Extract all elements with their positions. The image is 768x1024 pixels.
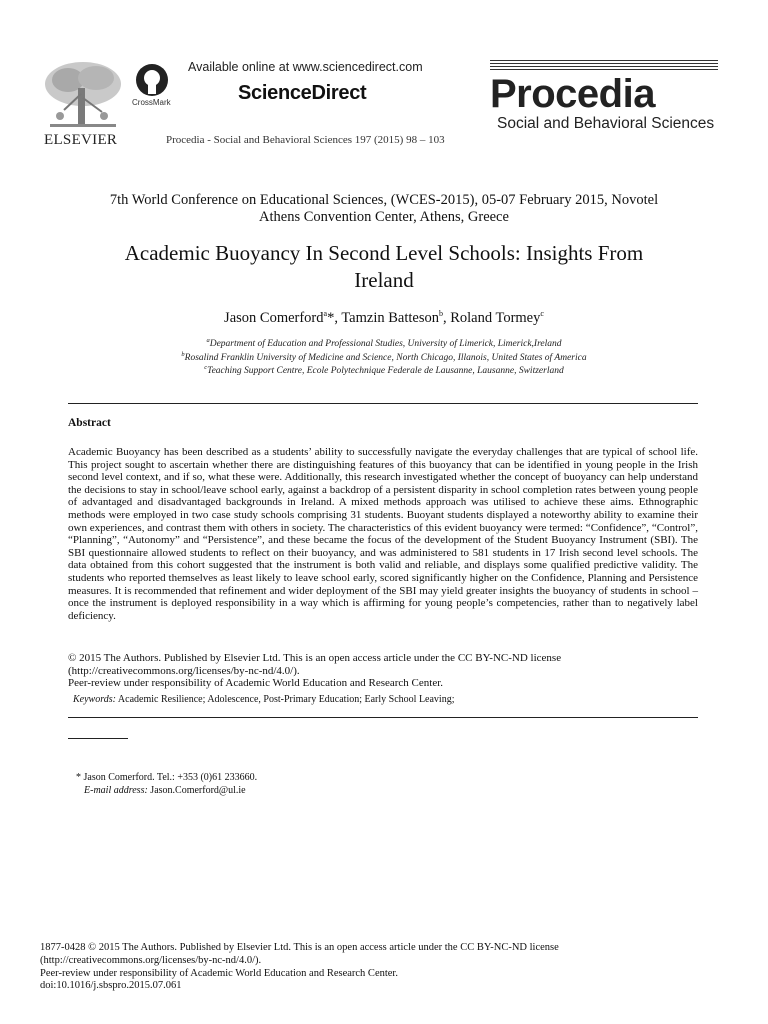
- keywords-label: Keywords:: [73, 694, 116, 705]
- journal-citation: Procedia - Social and Behavioral Sciences 197 (2015) 98 – 103: [166, 134, 445, 146]
- author-name: Tamzin Batteson: [341, 309, 439, 326]
- license-statement: [68, 652, 698, 690]
- peer-review-line: Peer-review under responsibility of Academic World Education and Research Center.: [68, 677, 444, 690]
- publisher-name: ELSEVIER: [44, 132, 118, 148]
- author-sup: c: [540, 309, 544, 318]
- conference-info: [60, 192, 708, 226]
- email-address[interactable]: Jason.Comerford@ul.ie: [150, 785, 246, 796]
- conference-line-2: Athens Convention Center, Athens, Greece: [259, 209, 509, 225]
- affiliation: [100, 351, 668, 363]
- abstract-heading: Abstract: [68, 417, 111, 429]
- section-divider: [68, 403, 698, 404]
- title-line-1: Academic Buoyancy In Second Level Schools: Insights From: [124, 241, 644, 265]
- footnote-contact: * Jason Comerford. Tel.: +353 (0)61 233660.: [76, 772, 258, 783]
- affiliation-text: Department of Education and Professional Studies, University of Limerick, Limerick,Ireland: [209, 339, 562, 350]
- keywords: [73, 694, 455, 705]
- email-label: E-mail address:: [84, 785, 148, 796]
- affiliation-sup: c: [204, 364, 208, 371]
- conference-line-1: 7th World Conference on Educational Sciences, (WCES-2015), 05-07 February 2015, Novotel: [109, 192, 659, 208]
- paper-title: [80, 240, 688, 294]
- title-line-2: Ireland: [354, 268, 414, 292]
- footnote-email-line: [76, 784, 257, 797]
- doi[interactable]: doi:10.1016/j.sbspro.2015.07.061: [40, 980, 182, 992]
- issn-license-line: 1877-0428 © 2015 The Authors. Published by Elsevier Ltd. This is an open access article under the CC BY-NC-ND license: [40, 942, 559, 953]
- crossmark-label: CrossMark: [132, 98, 171, 107]
- procedia-subtitle: Social and Behavioral Sciences: [497, 115, 715, 132]
- author-name: Roland Tormey: [450, 309, 541, 326]
- author-separator: *,: [327, 309, 342, 326]
- author-sup: b: [438, 309, 443, 318]
- license-line: © 2015 The Authors. Published by Elsevier Ltd. This is an open access article under the CC BY-NC-ND license: [68, 652, 562, 664]
- footnote-divider: [68, 738, 128, 739]
- affiliation-text: Teaching Support Centre, Ecole Polytechnique Federale de Lausanne, Lausanne, Switzerland: [207, 366, 564, 377]
- author-sup: a: [323, 309, 328, 318]
- affiliation: [100, 364, 668, 376]
- bottom-copyright: [40, 942, 740, 993]
- affiliation-sup: a: [206, 337, 210, 344]
- abstract-body: Academic Buoyancy has been described as a students’ ability to successfully navigate the everyday challenges that are typical of school life. This project sought to ascertain whether there are distinguishing features of this buoyancy that can be identified in young people in the Irish second level context, and if so, what these were. Additionally, this research investigated whether the concept of buoyancy can help understand the decisions to stay in school/leave school early, against a backdrop of a persistent disparity in school completion rates between young people of advantaged and disadvantaged backgrounds in Ireland. A mixed methods approach was utilised to achieve these aims. Ethnographic methods were employed in two case study schools comprising 31 students. Buoyant students displayed a noteworthy ability to examine their own experiences, and contrast them with others in society. The characteristics of this evident buoyancy were termed: “Confidence”, “Control”, “Planning”, “Autonomy” and “Persistence”, and these became the focus of the development of the Student Buoyancy Instrument (SBI). The SBI questionnaire allowed students to reflect on their buoyancy, and was administered to 581 students in 17 Irish second level schools. The data obtained from this cohort suggested that the instrument is both valid and reliable, and displays some qualified predictive validity. The students who reported themselves as least likely to leave school early, scored significantly higher on the Confidence, Planning and Persistence measures. It is recommended that refinement and wider deployment of the SBI may yield greater insights the buoyancy of students in school – once the instrument is deployed responsibility in a way which is affirming for young people’s competencies, rather than to negatively label deficiency.: [68, 446, 698, 622]
- peer-review-line: Peer-review under responsibility of Academic World Education and Research Center.: [40, 967, 398, 979]
- author-separator: ,: [442, 309, 451, 326]
- affiliation-text: Rosalind Franklin University of Medicine and Science, North Chicago, Illanois, United States of America: [184, 353, 587, 364]
- license-link[interactable]: (http://creativecommons.org/licenses/by-nc-nd/4.0/).: [40, 954, 262, 966]
- author-name: Jason Comerford: [224, 309, 324, 326]
- corresponding-author-footnote: [76, 771, 257, 797]
- section-divider: [68, 717, 698, 718]
- available-online-text: Available online at www.sciencedirect.com: [188, 60, 423, 74]
- procedia-title: Procedia: [490, 72, 655, 116]
- license-link[interactable]: (http://creativecommons.org/licenses/by-nc-nd/4.0/).: [68, 664, 300, 677]
- sciencedirect-logo: ScienceDirect: [238, 82, 367, 104]
- keywords-text: Academic Resilience; Adolescence, Post-Primary Education; Early School Leaving;: [117, 694, 455, 705]
- author-list: [100, 309, 668, 327]
- affiliation-sup: b: [181, 351, 185, 358]
- masthead-rules: [490, 60, 718, 72]
- affiliation: [100, 337, 668, 349]
